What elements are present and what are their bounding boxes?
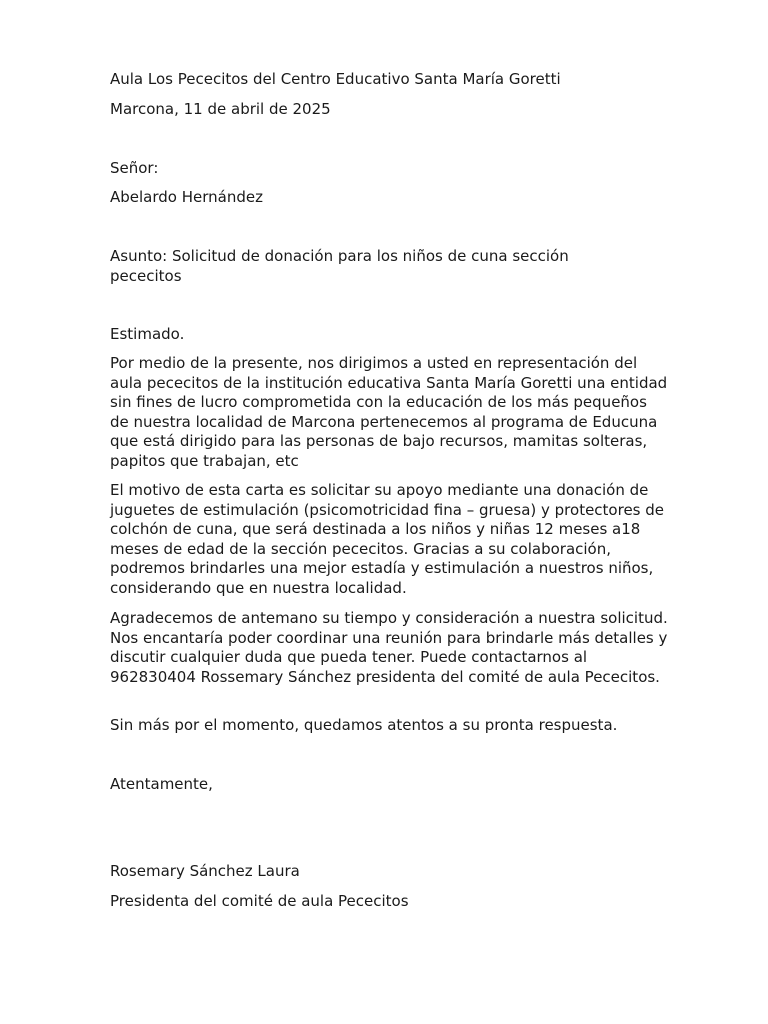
- body-paragraph: El motivo de esta carta es solicitar su apoyo mediante una donación de juguetes de estimulación (psicomotricidad fina – gruesa) y protectores de colchón de cuna, que será destinada a los niños y niñas 12 meses a18 meses de edad de la sección pececitos. Gracias a su colaboración, podremos brindarles una mejor estadía y estimulación a nuestros niños, considerando que en nuestra localidad.: [110, 481, 665, 597]
- signer-title: Presidenta del comité de aula Pececitos: [110, 892, 409, 910]
- letter-date: Marcona, 11 de abril de 2025: [110, 100, 331, 118]
- signer-name: Rosemary Sánchez Laura: [110, 862, 300, 880]
- body-paragraph: Por medio de la presente, nos dirigimos a usted en representación del aula pececitos de la institución educativa Santa María Goretti una entidad sin fines de lucro comprometida con la educación de los más pequeños de nuestra localidad de Marcona pertenecemos al programa de Educuna que está dirigido para las personas de bajo recursos, mamitas solteras, papitos que trabajan, etc: [110, 354, 668, 470]
- recipient-name: Abelardo Hernández: [110, 188, 263, 206]
- closing: Atentamente,: [110, 775, 213, 793]
- body-paragraph: Agradecemos de antemano su tiempo y consideración a nuestra solicitud. Nos encantaría poder coordinar una reunión para brindarle más detalles y discutir cualquier duda que pueda tener. Puede contactarnos al 962830404 Rossemary Sánchez presidenta del comité de aula Pececitos.: [110, 609, 668, 686]
- body-paragraph: Sin más por el momento, quedamos atentos a su pronta respuesta.: [110, 716, 618, 734]
- subject-line: Asunto: Solicitud de donación para los niños de cuna sección pececitos: [110, 247, 569, 285]
- greeting: Estimado.: [110, 325, 185, 343]
- letter-header: Aula Los Pececitos del Centro Educativo Santa María Goretti: [110, 70, 561, 88]
- salutation: Señor:: [110, 159, 159, 177]
